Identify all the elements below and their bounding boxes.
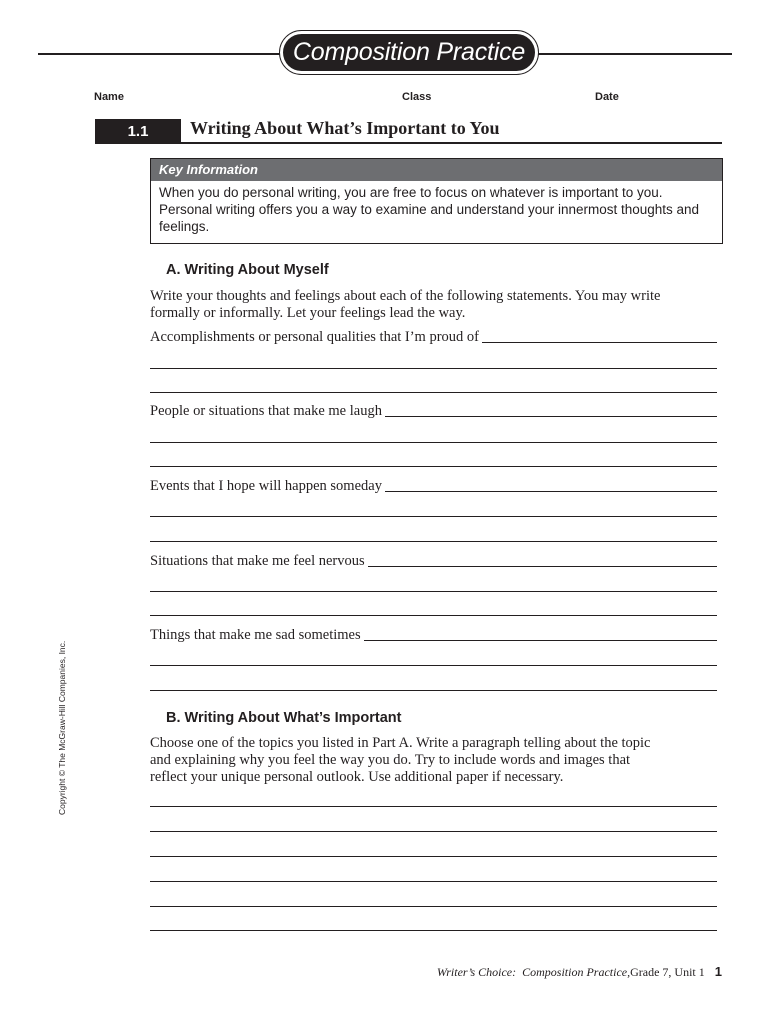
- answer-line[interactable]: [150, 831, 717, 832]
- page-footer: [437, 964, 722, 980]
- prompt-text: Things that make me sad sometimes: [150, 627, 361, 643]
- header-banner-inner: [283, 34, 535, 71]
- part-b-heading: B. Writing About What’s Important: [166, 710, 402, 726]
- part-a-heading: A. Writing About Myself: [166, 262, 329, 278]
- footer-grade-unit: Grade 7, Unit 1: [630, 965, 705, 979]
- answer-line[interactable]: [150, 665, 717, 666]
- prompt-text: Accomplishments or personal qualities that I’m proud of: [150, 329, 479, 345]
- prompt-row[interactable]: [150, 402, 717, 420]
- class-label: Class: [402, 91, 432, 103]
- footer-series: Writer’s Choice:: [436, 965, 517, 979]
- answer-line[interactable]: [150, 856, 717, 857]
- header-rule-left: [38, 53, 286, 55]
- answer-line[interactable]: [150, 392, 717, 393]
- page-number: 1: [714, 964, 722, 979]
- answer-line[interactable]: [150, 906, 717, 907]
- part-a-instructions: Write your thoughts and feelings about each of the following statements. You may write formally or informally. Let your feelings lead the way.: [150, 288, 661, 321]
- lesson-number-badge: [95, 119, 181, 144]
- lesson-title-rule: [181, 142, 722, 144]
- answer-line[interactable]: [150, 881, 717, 882]
- answer-line[interactable]: [150, 466, 717, 467]
- part-b-instructions: Choose one of the topics you listed in Part A. Write a paragraph telling about the topic and explaining why you feel the way you do. Try to include words and images that reflect your unique personal outlook. Use additional paper if necessary.: [150, 735, 651, 785]
- prompt-row[interactable]: [150, 552, 717, 570]
- copyright-notice: Copyright © The McGraw-Hill Companies, Inc.: [57, 640, 67, 815]
- answer-line[interactable]: [150, 690, 717, 691]
- answer-line[interactable]: [150, 591, 717, 592]
- key-information-box: [150, 158, 723, 244]
- footer-work: Composition Practice,: [522, 965, 631, 979]
- key-information-text: When you do personal writing, you are free to focus on whatever is important to you. Personal writing offers you a way to examine and understand your innermost thoughts and feelings.: [159, 185, 700, 234]
- answer-line: [482, 342, 717, 343]
- prompt-row[interactable]: [150, 477, 717, 495]
- answer-line: [364, 640, 717, 641]
- prompt-row[interactable]: [150, 626, 717, 644]
- answer-line: [368, 566, 717, 567]
- answer-line[interactable]: [150, 806, 717, 807]
- answer-line: [385, 416, 717, 417]
- prompt-text: Situations that make me feel nervous: [150, 553, 365, 569]
- page-title: Composition Practice: [292, 38, 526, 66]
- header-rule-right: [536, 53, 732, 55]
- answer-line[interactable]: [150, 541, 717, 542]
- answer-line[interactable]: [150, 368, 717, 369]
- lesson-title: Writing About What’s Important to You: [190, 118, 500, 138]
- prompt-row[interactable]: [150, 328, 717, 346]
- answer-line[interactable]: [150, 442, 717, 443]
- answer-line[interactable]: [150, 615, 717, 616]
- lesson-number: 1.1: [127, 123, 149, 140]
- answer-line[interactable]: [150, 516, 717, 517]
- prompt-text: People or situations that make me laugh: [150, 403, 382, 419]
- answer-line[interactable]: [150, 930, 717, 931]
- key-information-heading: Key Information: [151, 159, 722, 181]
- answer-line: [385, 491, 717, 492]
- header-banner: [279, 30, 539, 75]
- name-label: Name: [94, 91, 124, 103]
- prompt-text: Events that I hope will happen someday: [150, 478, 382, 494]
- date-label: Date: [595, 91, 619, 103]
